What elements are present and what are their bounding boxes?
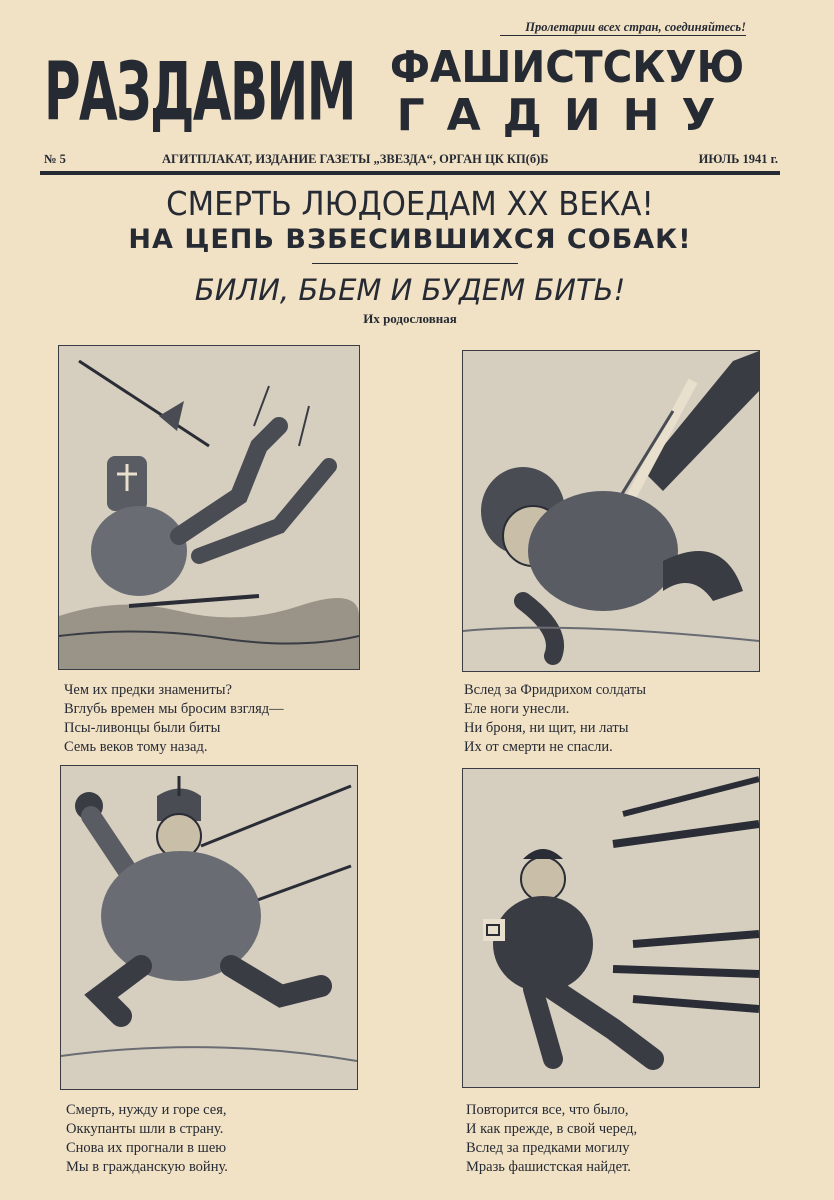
headline-divider xyxy=(312,263,518,264)
verse-line: Вслед за предками могилу xyxy=(466,1140,630,1156)
verse-line: Чем их предки знамениты? xyxy=(64,682,232,698)
verse-line: Семь веков тому назад. xyxy=(64,739,208,755)
publisher-line: АГИТПЛАКАТ, ИЗДАНИЕ ГАЗЕТЫ „ЗВЕЗДА“, ОРГАН ЦК КП(б)Б xyxy=(162,152,549,166)
headline-main: СМЕРТЬ ЛЮДОЕДАМ XX ВЕКА! xyxy=(166,184,654,223)
header-divider xyxy=(40,171,780,175)
verse-line: Смерть, нужду и горе сея, xyxy=(66,1102,227,1118)
headline-secondary: НА ЦЕПЬ ВЗБЕСИВШИХСЯ СОБАК! xyxy=(128,224,692,255)
verse-line: Псы-ливонцы были биты xyxy=(64,720,221,736)
verse-line: Вслед за Фридрихом солдаты xyxy=(464,682,646,698)
prussian-soldier-crawling-illustration xyxy=(462,350,760,672)
verse-4 xyxy=(466,1101,637,1177)
verse-line: Повторится все, что было, xyxy=(466,1102,629,1118)
issue-date: ИЮЛЬ 1941 г. xyxy=(698,152,778,166)
poster-title-right-line2: ГАДИНУ xyxy=(396,90,738,141)
verse-3 xyxy=(66,1101,228,1177)
fascist-running-from-bayonets-illustration xyxy=(462,768,760,1088)
verse-line: Мы в гражданскую войну. xyxy=(66,1159,228,1175)
verse-line: Мразь фашистская найдет. xyxy=(466,1159,631,1175)
poster-title-right-line1: ФАШИСТСКУЮ xyxy=(389,42,745,93)
verse-line: Еле ноги унесли. xyxy=(464,701,570,717)
slogan: БИЛИ, БЬЕМ И БУДЕМ БИТЬ! xyxy=(194,273,626,307)
verse-line: Оккупанты шли в страну. xyxy=(66,1121,224,1137)
verse-line: Вглубь времен мы бросим взгляд— xyxy=(64,701,284,717)
verse-2 xyxy=(464,681,646,757)
verse-line: Снова их прогнали в шею xyxy=(66,1140,227,1156)
verse-1 xyxy=(64,681,284,757)
issue-number: № 5 xyxy=(44,152,66,166)
motto: Пролетарии всех стран, соединяйтесь! xyxy=(500,20,746,36)
verse-line: И как прежде, в свой черед, xyxy=(466,1121,638,1137)
knight-falling-illustration xyxy=(58,345,360,670)
verse-line: Их от смерти не спасли. xyxy=(464,739,613,755)
poster-title-left: РАЗДАВИМ xyxy=(44,46,355,140)
verse-line: Ни броня, ни щит, ни латы xyxy=(464,720,629,736)
publication-info-line xyxy=(44,150,778,168)
kaiser-soldier-fleeing-illustration xyxy=(60,765,358,1090)
section-subtitle: Их родословная xyxy=(363,311,457,326)
